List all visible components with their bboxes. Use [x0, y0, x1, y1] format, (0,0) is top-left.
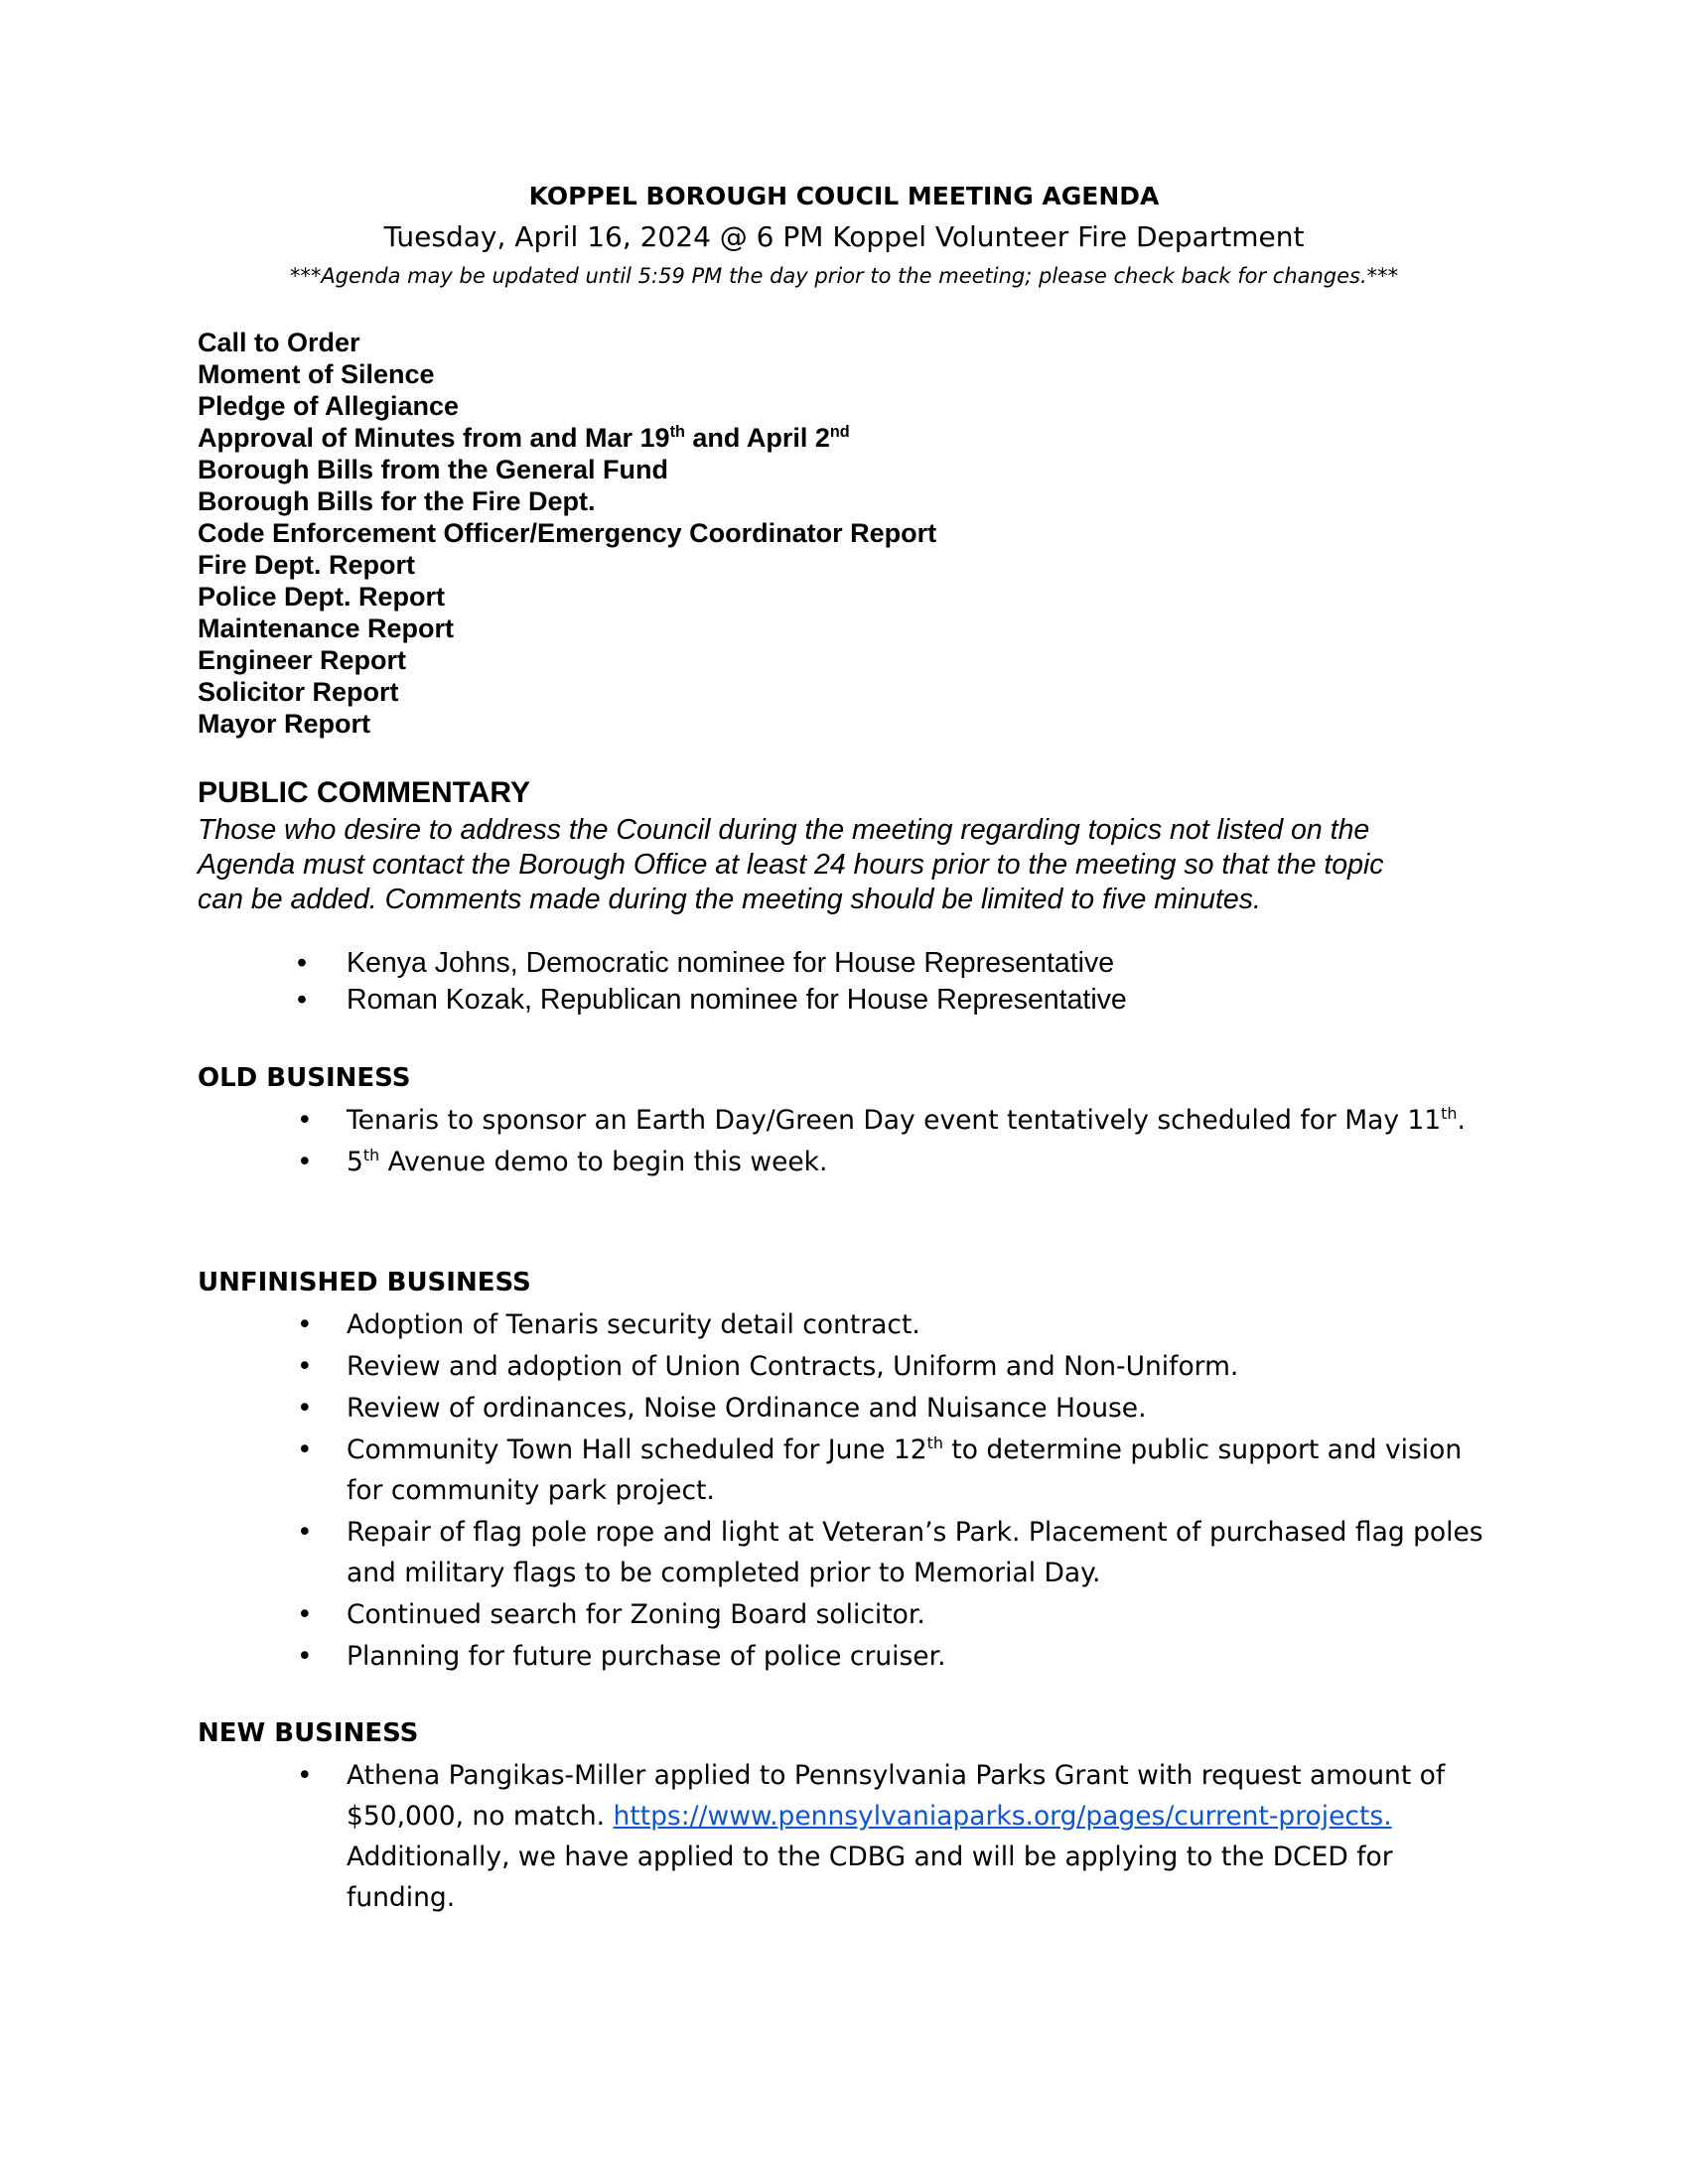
old-business-heading: OLD BUSINESS [198, 1063, 411, 1093]
minutes-mid: and April 2 [684, 423, 830, 453]
bullet: • [297, 1434, 313, 1465]
bullet: • [297, 1105, 313, 1136]
list-item [0, 1100, 1488, 1141]
agenda-item-moment-of-silence: Moment of Silence [198, 359, 435, 389]
public-commentary-line: can be added. Comments made during the meeting should be limited to five minutes. [198, 884, 1261, 915]
list-item [0, 1430, 1488, 1511]
agenda-item-pledge: Pledge of Allegiance [198, 391, 460, 421]
speaker-list [0, 945, 1488, 1019]
bullet: • [297, 984, 307, 1016]
list-item [0, 1346, 1488, 1387]
unfinished-business-list [0, 1304, 1488, 1678]
agenda-item-bills-fire: Borough Bills for the Fire Dept. [198, 486, 596, 516]
list-item [0, 1594, 1488, 1635]
item-text: Review of ordinances, Noise Ordinance and Nuisance House. [347, 1393, 1147, 1424]
bullet: • [297, 1351, 313, 1382]
new-business-heading: NEW BUSINESS [198, 1718, 419, 1748]
item-text: Repair of flag pole rope and light at Veteran’s Park. Placement of purchased flag poles and military flags to be completed prior to Memorial Day. [347, 1517, 1483, 1588]
unfinished-business-heading: UNFINISHED BUSINESS [198, 1268, 531, 1297]
sup-th: th [1441, 1104, 1458, 1124]
speaker-name: Kenya Johns, Democratic nominee for House Representative [347, 947, 1115, 979]
item-text: Tenaris to sponsor an Earth Day/Green Day event tentatively scheduled for May 11 [347, 1105, 1442, 1136]
page-title: KOPPEL BOROUGH COUCIL MEETING AGENDA [528, 182, 1160, 210]
minutes-text: Approval of Minutes from and Mar 19 [198, 423, 670, 453]
bullet: • [297, 1760, 313, 1791]
meeting-date-location: Tuesday, April 16, 2024 @ 6 PM Koppel Volunteer Fire Department [383, 220, 1305, 253]
item-text: Planning for future purchase of police cruiser. [347, 1641, 946, 1672]
list-item [0, 1142, 1488, 1182]
speaker-name: Roman Kozak, Republican nominee for House Representative [347, 984, 1127, 1016]
list-item [0, 1636, 1488, 1677]
item-end: to determine public support and vision for community park project. [347, 1434, 1463, 1506]
new-business-list [0, 1755, 1488, 1919]
bullet: • [297, 1517, 313, 1548]
agenda-item-solicitor-report: Solicitor Report [198, 677, 399, 707]
minutes-sup-nd: nd [829, 423, 850, 441]
bullet: • [297, 1599, 313, 1630]
public-commentary-text [198, 813, 1518, 917]
bullet: • [297, 1393, 313, 1424]
item-num: 5 [347, 1147, 363, 1177]
list-item [0, 1388, 1488, 1429]
item-text: Continued search for Zoning Board solicitor. [347, 1599, 925, 1630]
public-commentary-line: Agenda must contact the Borough Office at least 24 hours prior to the meeting so that the topic [198, 849, 1384, 881]
agenda-item-maintenance-report: Maintenance Report [198, 614, 455, 643]
agenda-item-mayor-report: Mayor Report [198, 709, 371, 739]
update-notice: ***Agenda may be updated until 5:59 PM the day prior to the meeting; please check back for changes.*** [289, 264, 1399, 288]
public-commentary-line: Those who desire to address the Council during the meeting regarding topics not listed on the [198, 814, 1370, 846]
item-end: . [1457, 1105, 1466, 1136]
parks-projects-link[interactable]: https://www.pennsylvaniaparks.org/pages/current-projects. [613, 1801, 1392, 1832]
list-item [0, 945, 1488, 982]
agenda-items [198, 327, 936, 740]
sup-th: th [926, 1433, 943, 1453]
agenda-item-approval-of-minutes [198, 422, 936, 454]
agenda-item-call-to-order: Call to Order [198, 328, 360, 357]
minutes-sup-th: th [669, 423, 685, 441]
item-text: Community Town Hall scheduled for June 12 [347, 1434, 927, 1465]
sup-th: th [362, 1146, 380, 1165]
bullet: • [297, 1309, 313, 1340]
bullet: • [297, 947, 307, 979]
document-header [0, 177, 1688, 294]
item-text: Avenue demo to begin this week. [379, 1147, 828, 1177]
agenda-item-code-enforcement: Code Enforcement Officer/Emergency Coordinator Report [198, 518, 937, 548]
bullet: • [297, 1147, 313, 1177]
agenda-item-fire-report: Fire Dept. Report [198, 550, 416, 580]
list-item [0, 1304, 1488, 1345]
item-text: Adoption of Tenaris security detail contract. [347, 1309, 920, 1340]
list-item [0, 982, 1488, 1019]
item-end: Additionally, we have applied to the CDBG and will be applying to the DCED for funding. [347, 1842, 1393, 1913]
public-commentary-heading: PUBLIC COMMENTARY [198, 776, 530, 809]
item-text: Review and adoption of Union Contracts, Uniform and Non-Uniform. [347, 1351, 1239, 1382]
bullet: • [297, 1641, 313, 1672]
agenda-item-police-report: Police Dept. Report [198, 582, 446, 612]
agenda-item-engineer-report: Engineer Report [198, 645, 407, 675]
agenda-item-bills-general: Borough Bills from the General Fund [198, 455, 669, 484]
list-item [0, 1755, 1488, 1918]
item-text: Athena Pangikas-Miller applied to Pennsylvania Parks Grant with request amount of $50,000, no match. [347, 1760, 1446, 1832]
old-business-list [0, 1100, 1488, 1183]
list-item [0, 1512, 1488, 1593]
